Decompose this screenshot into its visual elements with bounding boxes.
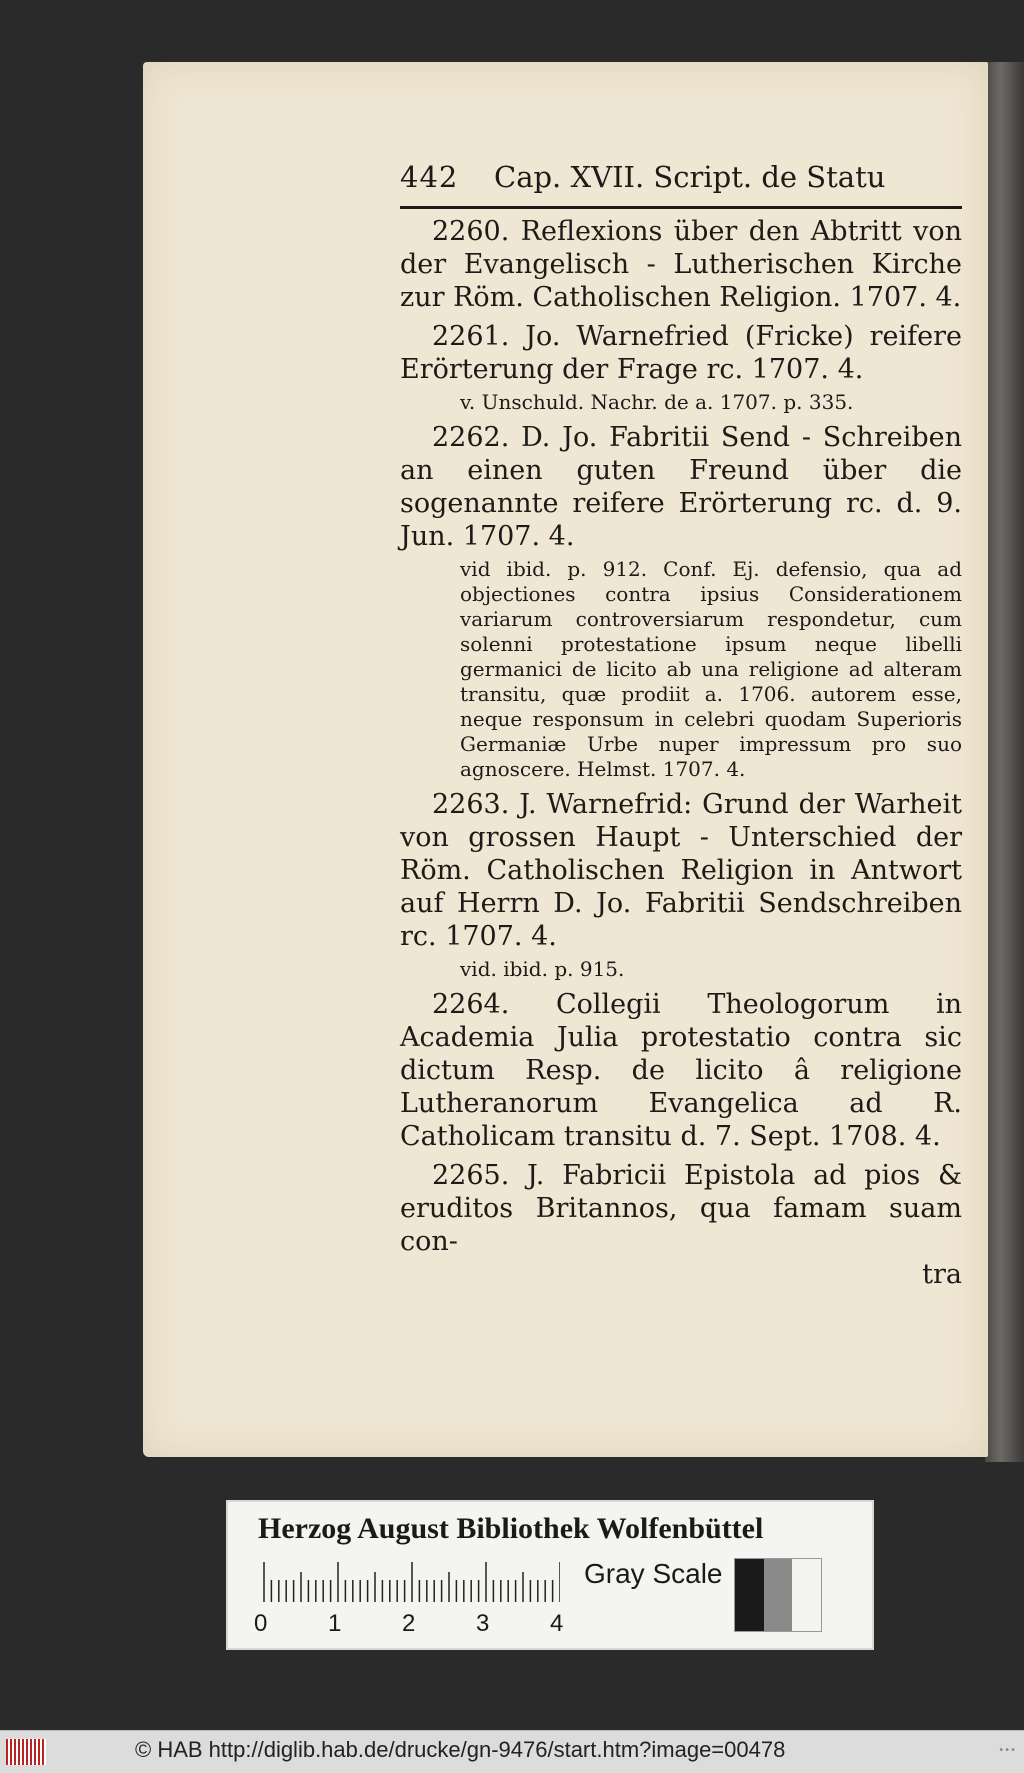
entry-note: vid ibid. p. 912. Conf. Ej. defensio, qua ad objectiones contra ipsius Considerationem variarum controversiarum respondetur, cum solenni protestatione ipsum neque libelli germanici de licito ab una religione ad alteram transitu, quæ prodiit a. 1706. autorem esse, neque responsum in celebri quodam Superioris Germaniæ Urbe nuper impressum pro suo agnoscere. Helmst. 1707. 4.: [460, 557, 962, 781]
bibliography-entry: [400, 788, 962, 953]
running-head-title: Cap. XVII. Script. de Statu: [494, 160, 886, 194]
running-head: [400, 160, 962, 209]
entry-note: vid. ibid. p. 915.: [460, 957, 625, 981]
ruler-number: 2: [402, 1610, 416, 1637]
entry-text: Jo. Warnefried (Fricke) reifere Erörterung der Frage rc. 1707. 4.: [400, 321, 962, 385]
library-name: Herzog August Bibliothek Wolfenbüttel: [258, 1512, 764, 1545]
entry-number: 2261.: [432, 321, 510, 352]
library-color-card: [226, 1500, 874, 1650]
entry-number: 2264.: [432, 989, 510, 1020]
bibliography-entries: [400, 215, 962, 1258]
bibliography-entry: [400, 320, 962, 386]
swatch-white: [792, 1559, 821, 1631]
entry-text: D. Jo. Fabritii Send - Schreiben an einen guten Freund über die sogenannte reifere Erörterung rc. d. 9. Jun. 1707. 4.: [400, 422, 962, 552]
gray-scale-swatches: [734, 1558, 822, 1632]
book-edge: [985, 62, 1024, 1462]
page-number: 442: [400, 160, 459, 194]
gray-scale-label: Gray Scale: [584, 1558, 723, 1589]
entry-text: Reflexions über den Abtritt von der Evangelisch - Lutherischen Kirche zur Röm. Catholischen Religion. 1707. 4.: [400, 216, 962, 313]
catchword: tra: [922, 1259, 962, 1290]
bibliography-entry: [400, 1159, 962, 1258]
footer-bar: [0, 1730, 1024, 1773]
entry-number: 2263.: [432, 789, 510, 820]
swatch-black: [735, 1559, 764, 1631]
entry-text: J. Fabricii Epistola ad pios & eruditos Britannos, qua famam suam con-: [400, 1160, 962, 1257]
copyright-link[interactable]: © HAB http://diglib.hab.de/drucke/gn-9476/start.htm?image=00478: [135, 1737, 786, 1762]
ruler-number: 3: [476, 1610, 490, 1637]
entry-number: 2262.: [432, 422, 510, 453]
bibliography-entry: [400, 421, 962, 553]
entry-number: 2265.: [432, 1160, 510, 1191]
entry-text: J. Warnefrid: Grund der Warheit von grossen Haupt - Unterschied der Röm. Catholischen Religion in Antwort auf Herrn D. Jo. Fabritii Sendschreiben rc. 1707. 4.: [400, 789, 962, 952]
ruler-number: 4: [550, 1610, 564, 1637]
footer-mark: •••: [998, 1745, 1016, 1756]
entry-number: 2260.: [432, 216, 510, 247]
entry-note: v. Unschuld. Nachr. de a. 1707. p. 335.: [460, 390, 854, 414]
ruler-number: 0: [254, 1610, 268, 1637]
ruler-scale: [260, 1562, 560, 1602]
bibliography-entry: [400, 988, 962, 1153]
barcode-icon: [6, 1739, 46, 1765]
ruler-number: 1: [328, 1610, 342, 1637]
bibliography-entry: [400, 215, 962, 314]
page-text-block: [400, 160, 962, 1291]
entry-text: Collegii Theologorum in Academia Julia protestatio contra sic dictum Resp. de licito â religione Lutheranorum Evangelica ad R. Catholicam transitu d. 7. Sept. 1708. 4.: [400, 989, 962, 1152]
swatch-gray: [764, 1559, 793, 1631]
